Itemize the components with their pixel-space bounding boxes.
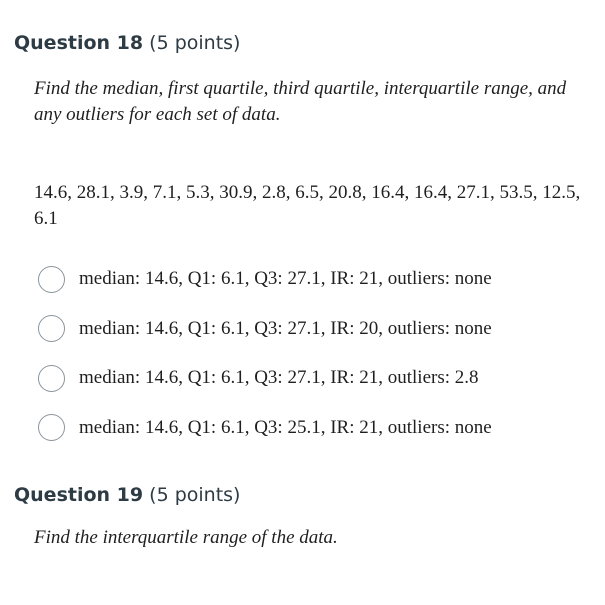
radio-button-option-4[interactable] <box>38 414 65 441</box>
question-19-title: Question 19 <box>14 484 144 506</box>
question-18-points: (5 points) <box>149 32 241 54</box>
answer-option-3[interactable] <box>38 361 598 395</box>
answer-option-3-label: median: 14.6, Q1: 6.1, Q3: 27.1, IR: 21, outliers: 2.8 <box>79 367 479 388</box>
question-18-header <box>14 32 240 54</box>
question-19-points: (5 points) <box>149 484 241 506</box>
answer-option-1-label: median: 14.6, Q1: 6.1, Q3: 27.1, IR: 21, outliers: none <box>79 268 492 289</box>
question-18-prompt: Find the median, first quartile, third quartile, interquartile range, and any outliers for each set of data. <box>34 78 567 125</box>
radio-button-option-2[interactable] <box>38 315 65 342</box>
question-19-header <box>14 484 240 506</box>
answer-option-1[interactable] <box>38 262 598 296</box>
answer-option-2-label: median: 14.6, Q1: 6.1, Q3: 27.1, IR: 20, outliers: none <box>79 317 492 339</box>
answer-option-4-label: median: 14.6, Q1: 6.1, Q3: 25.1, IR: 21, outliers: none <box>79 416 492 438</box>
question-18-title: Question 18 <box>14 32 144 54</box>
question-18-options <box>38 262 598 460</box>
answer-option-4[interactable] <box>38 411 598 445</box>
radio-button-option-1[interactable] <box>38 266 65 293</box>
question-18-dataset: 14.6, 28.1, 3.9, 7.1, 5.3, 30.9, 2.8, 6.5, 20.8, 16.4, 16.4, 27.1, 53.5, 12.5, 6.1 <box>34 182 581 229</box>
radio-button-option-3[interactable] <box>38 365 65 392</box>
question-19-prompt: Find the interquartile range of the data. <box>34 527 338 548</box>
answer-option-2[interactable] <box>38 312 598 346</box>
